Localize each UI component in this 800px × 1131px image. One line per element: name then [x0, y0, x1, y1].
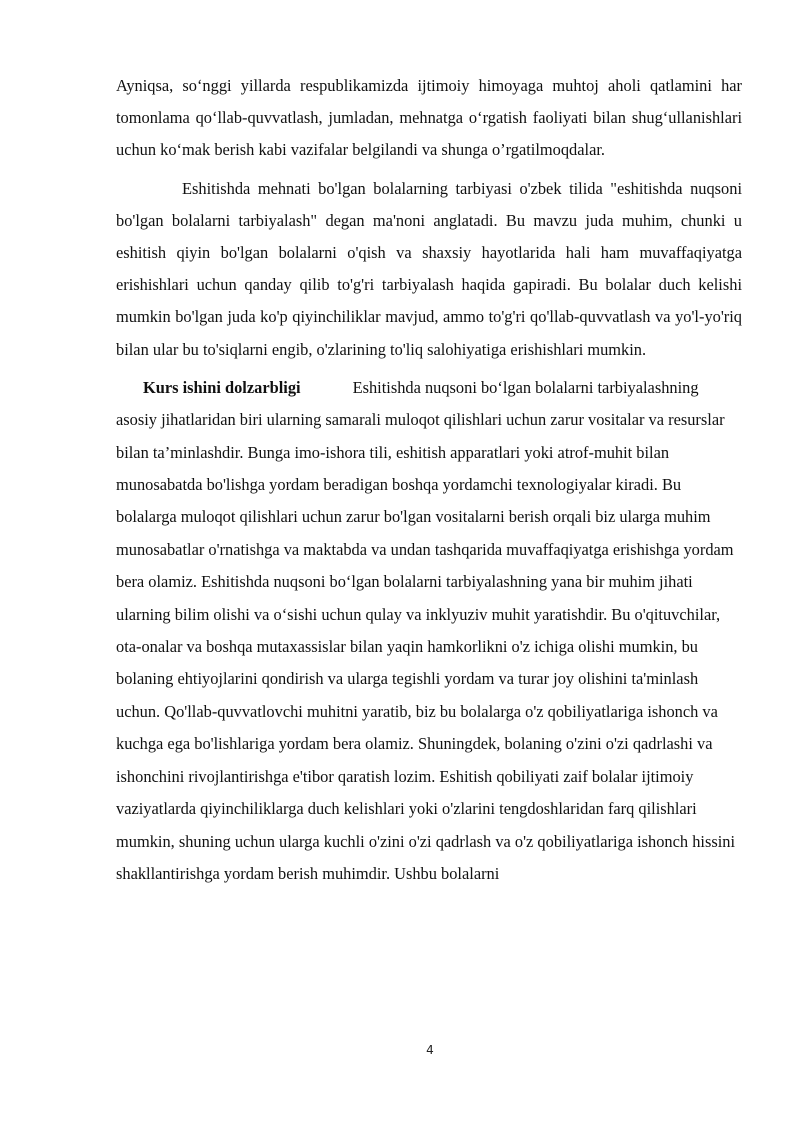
page-number: 4 [426, 1043, 434, 1057]
paragraph-relevance-text: Eshitishda nuqsoni bo‘lgan bolalarni tarbiyalashning asosiy jihatlaridan biri ularning samarali muloqot qilishlari uchun zarur vositalar va resurslar bilan ta’minlashdir. Bunga imo-ishora tili, eshitish apparatlari yoki atrof-muhit bilan munosabatda bo'lishga yordam beradigan boshqa yordamchi texnologiyalar kiradi. Bu bolalarga muloqot qilishlari uchun zarur bo'lgan vositalarni berish orqali biz ularga muhim munosabatlar o'rnatishga va maktabda va undan tashqarida muvaffaqiyatga erishishga yordam bera olamiz. Eshitishda nuqsoni bo‘lgan bolalarni tarbiyalashning yana bir muhim jihati ularning bilim olishi va o‘sishi uchun qulay va inklyuziv muhit yaratishdir. Bu o'qituvchilar, ota-onalar va boshqa mutaxassislar bilan yaqin hamkorlikni o'z ichiga olishi mumkin, bu bolaning ehtiyojlarini qondirish va ularga tegishli yordam va turar joy olishini ta'minlash uchun. Qo'llab-quvvatlovchi muhitni yaratib, biz bu bolalarga o'z qobiliyatlariga ishonch va kuchga ega bo'lishlariga yordam bera olamiz. Shuningdek, bolaning o'zini o'zi qadrlashi va ishonchini rivojlantirishga e'tibor qaratish lozim. Eshitish qobiliyati zaif bolalar ijtimoiy vaziyatlarda qiyinchiliklarga duch kelishlari yoki o'zlarini tengdoshlaridan farq qilishlari mumkin, shuning uchun ularga kuchli o'zini o'zi qadrlash va o'z qobiliyatlariga ishonch hissini shakllantirishga yordam berish muhimdir. Ushbu bolalarni [116, 377, 736, 883]
paragraph-upbringing: Eshitishda mehnati bo'lgan bolalarning tarbiyasi o'zbek tilida "eshitishda nuqsoni bo'lgan bolalarni tarbiyalash" degan ma'noni anglatadi. Bu mavzu juda muhim, chunki u eshitish qiyin bo'lgan bolalarni o'qish va shaxsiy hayotlarida hali ham muvaffaqiyatga erishishlari uchun qanday qilib to'g'ri tarbiyalash haqida gapiradi. Bu bolalar duch kelishi mumkin bo'lgan juda ko'p qiyinchiliklar mavjud, ammo to'g'ri qo'llab-quvvatlash va yo'l-yo'riq bilan ular bu to'siqlarni engib, o'zlarining to'liq salohiyatiga erishishlari mumkin. [116, 178, 742, 359]
document-page [116, 70, 742, 890]
paragraph-intro: Ayniqsa, so‘nggi yillarda respublikamizda ijtimoiy himoyaga muhtoj aholi qatlamini har tomonlama qo‘llab-quvvatlash, jumladan, mehnatga o‘rgatish faoliyati bilan shug‘ullanishlari uchun ko‘mak berish kabi vazifalar belgilandi va shunga o’rgatilmoqdalar. [116, 76, 742, 160]
paragraph-relevance [116, 372, 742, 891]
section-heading: Kurs ishini dolzarbligi [143, 377, 301, 397]
